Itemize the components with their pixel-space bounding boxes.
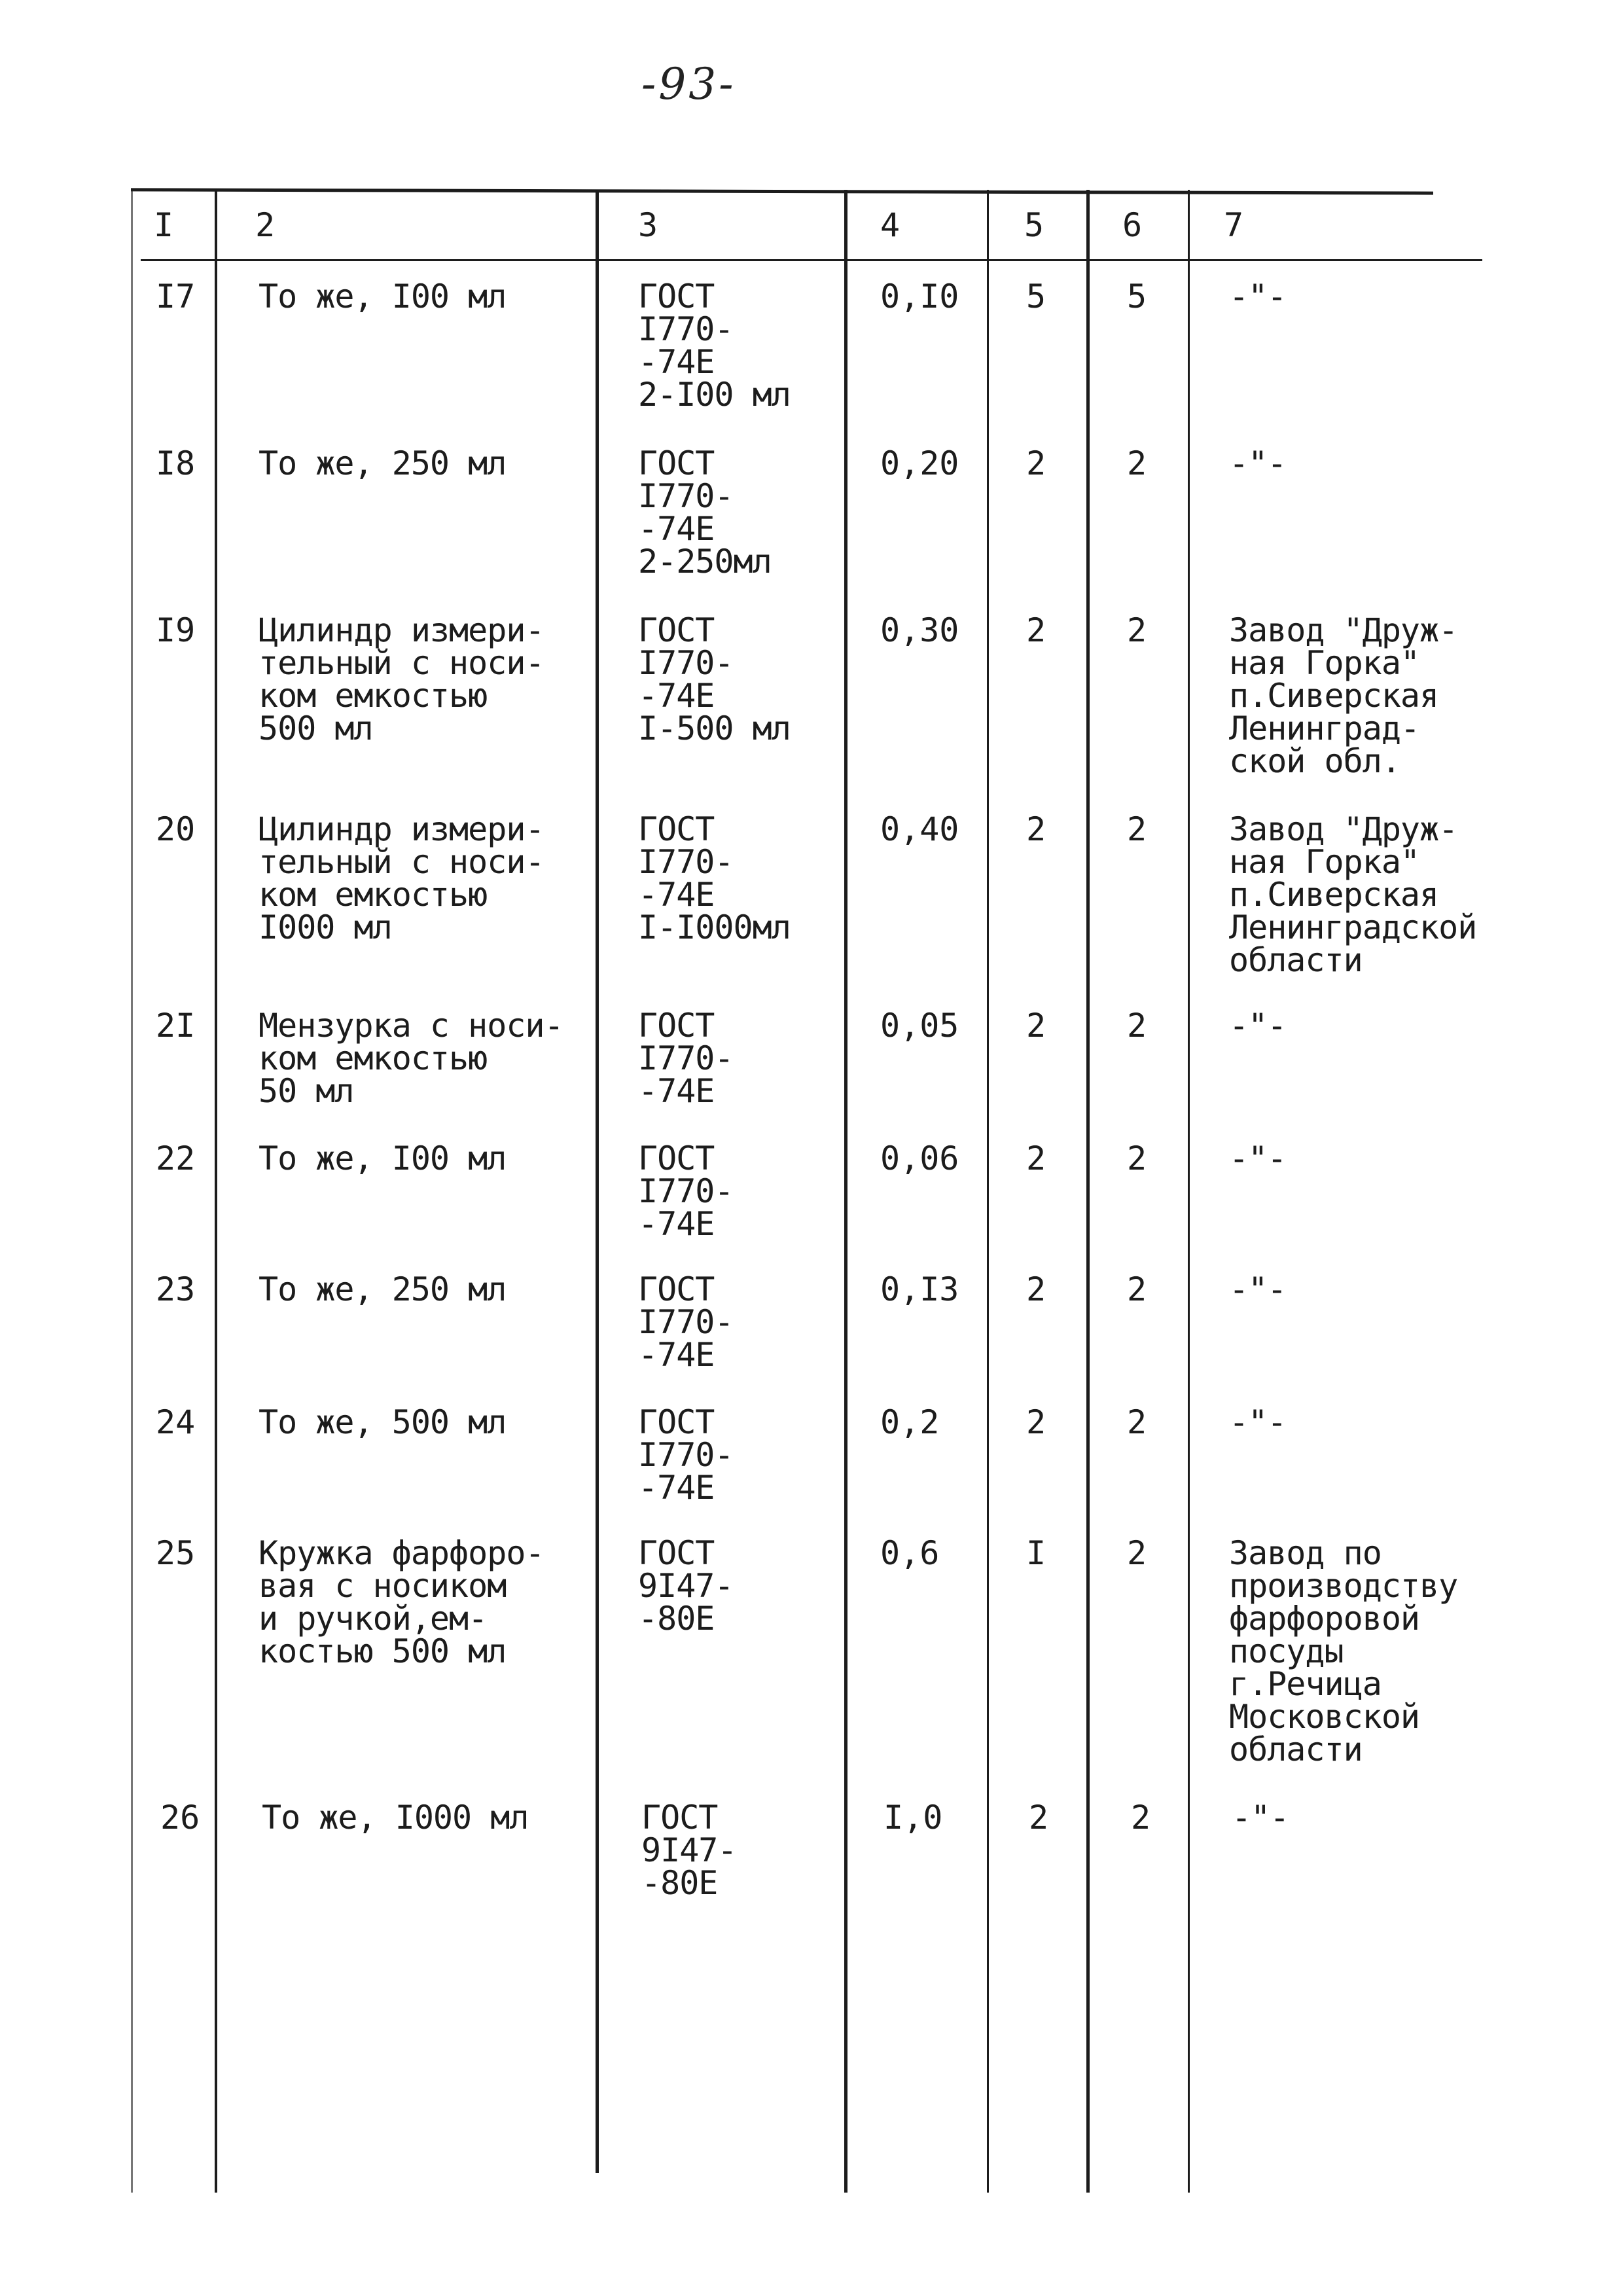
column-header-1: I [154,206,174,244]
item-col6: 2 [1127,1534,1147,1572]
item-col7: -"- [1229,1139,1287,1177]
column-divider-6 [1188,190,1190,2193]
item-name: То же, 250 мл [259,1270,507,1308]
row-number: 20 [156,810,196,848]
item-col4: 0,30 [880,611,959,649]
item-col5: 2 [1026,1007,1046,1045]
row-number: 26 [160,1799,200,1837]
item-name: Цилиндр измери- тельный с носи- ком емкостью 500 мл [259,611,544,747]
item-name: Кружка фарфоро- вая с носиком и ручкой,ем- костью 500 мл [259,1534,544,1670]
column-header-6: 6 [1122,206,1143,244]
item-standard: ГОСТ 9I47- -80Е [638,1534,734,1638]
column-divider-5 [1086,190,1090,2193]
item-standard: ГОСТ 9I47- -80Е [641,1799,737,1902]
item-name: То же, I00 мл [259,1139,507,1177]
item-col5: 2 [1026,1403,1046,1441]
item-col7: -"- [1229,1007,1287,1045]
item-col6: 2 [1127,1007,1147,1045]
item-standard: ГОСТ I770- -74Е [638,1270,734,1374]
item-col4: 0,2 [880,1403,940,1441]
item-col6: 2 [1127,611,1147,649]
page-number: -93- [641,59,736,109]
item-standard: ГОСТ I770- -74Е 2-250мл [638,444,772,581]
item-col4: 0,06 [880,1139,959,1177]
item-col7: -"- [1229,1270,1287,1308]
item-standard: ГОСТ I770- -74Е [638,1007,734,1110]
item-standard: ГОСТ I770- -74Е I-I000мл [638,810,791,946]
column-divider-4 [987,190,989,2193]
item-col4: 0,I0 [880,278,959,315]
column-header-7: 7 [1224,206,1244,244]
item-col5: 2 [1026,1270,1046,1308]
column-header-2: 2 [255,206,276,244]
column-divider-1 [215,190,217,2193]
item-standard: ГОСТ I770- -74Е 2-I00 мл [638,278,791,414]
left-edge-rule [131,190,133,2193]
item-col7: -"- [1229,1403,1287,1441]
item-col6: 2 [1127,444,1147,482]
row-number: 25 [156,1534,196,1572]
row-number: 22 [156,1139,196,1177]
item-name: Цилиндр измери- тельный с носи- ком емкостью I000 мл [259,810,544,946]
row-number: 23 [156,1270,196,1308]
item-col7: Завод по производству фарфоровой посуды г.Речица Московской области [1229,1534,1458,1768]
item-col6: 2 [1131,1799,1151,1837]
row-number: 2I [156,1007,196,1045]
item-col6: 2 [1127,1270,1147,1308]
item-standard: ГОСТ I770- -74Е I-500 мл [638,611,791,747]
item-col5: 2 [1029,1799,1049,1837]
column-header-5: 5 [1024,206,1044,244]
item-col4: 0,I3 [880,1270,959,1308]
item-col5: 2 [1026,444,1046,482]
column-divider-3 [844,190,847,2193]
column-header-3: 3 [638,206,658,244]
item-col6: 2 [1127,1139,1147,1177]
item-col6: 2 [1127,810,1147,848]
item-col5: I [1026,1534,1046,1572]
item-col6: 5 [1127,278,1147,315]
row-number: I8 [156,444,196,482]
table-top-rule [131,188,1433,194]
item-col4: 0,05 [880,1007,959,1045]
item-name: То же, I000 мл [262,1799,529,1837]
item-standard: ГОСТ I770- -74Е [638,1403,734,1507]
item-name: То же, 250 мл [259,444,507,482]
column-header-4: 4 [880,206,901,244]
column-divider-2 [596,190,599,2173]
item-col5: 2 [1026,810,1046,848]
item-col7: Завод "Друж- ная Горка" п.Сиверская Ленинградской области [1229,810,1477,979]
item-col6: 2 [1127,1403,1147,1441]
row-number: I7 [156,278,196,315]
row-number: 24 [156,1403,196,1441]
item-col7: -"- [1229,444,1287,482]
item-name: То же, 500 мл [259,1403,507,1441]
row-number: I9 [156,611,196,649]
item-col4: 0,6 [880,1534,940,1572]
header-bottom-rule [141,259,1482,261]
item-standard: ГОСТ I770- -74Е [638,1139,734,1243]
item-col4: 0,20 [880,444,959,482]
item-col4: I,0 [883,1799,943,1837]
item-col5: 2 [1026,1139,1046,1177]
item-col7: Завод "Друж- ная Горка" п.Сиверская Ленинград- ской обл. [1229,611,1458,780]
item-col5: 5 [1026,278,1046,315]
item-col7: -"- [1229,278,1287,315]
item-name: Мензурка с носи- ком емкостью 50 мл [259,1007,563,1110]
item-name: То же, I00 мл [259,278,507,315]
item-col4: 0,40 [880,810,959,848]
item-col7: -"- [1232,1799,1289,1837]
item-col5: 2 [1026,611,1046,649]
